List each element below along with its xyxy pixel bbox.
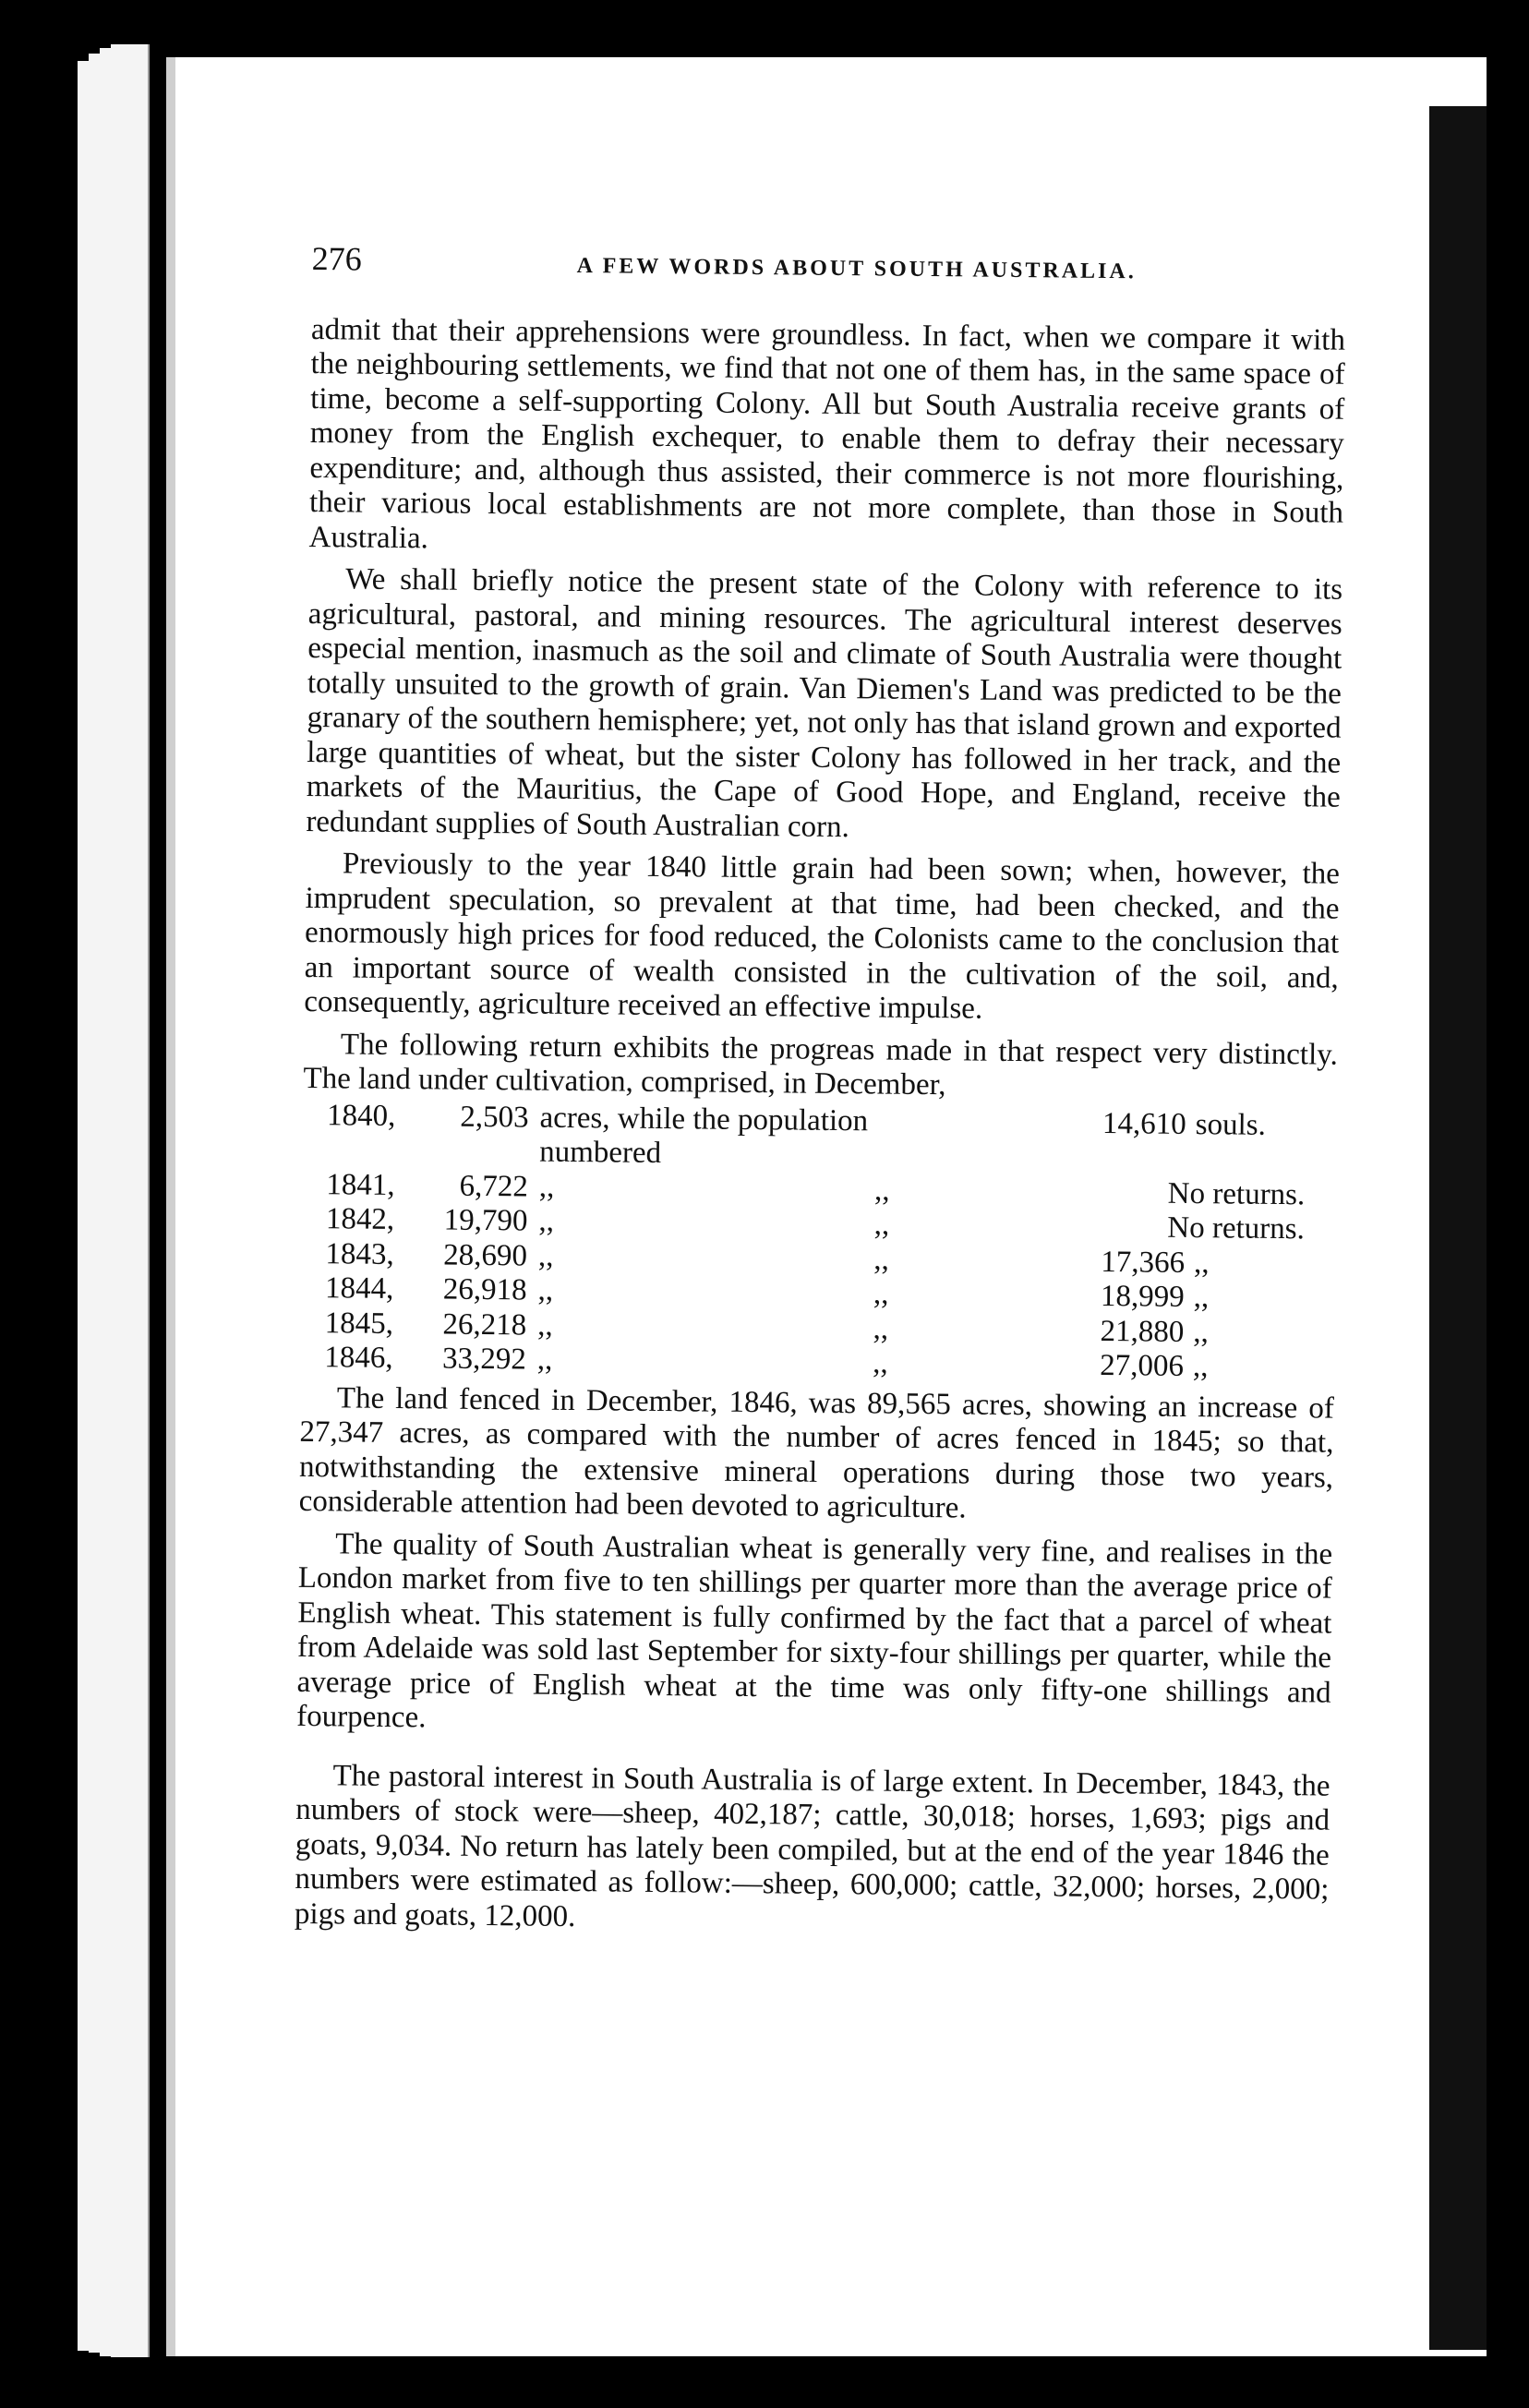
cultivation-returns-table — [324, 1099, 1306, 1386]
acres-cell: 33,292 — [441, 1342, 527, 1377]
acres-cell: 2,503 — [460, 1100, 529, 1135]
ditto-cell: ,, — [873, 1346, 888, 1380]
unit-cell: ,, — [1193, 1246, 1210, 1280]
unit-cell: souls. — [1195, 1107, 1267, 1142]
population-cell: 21,880 — [1100, 1314, 1185, 1349]
paragraph: admit that their apprehensions were groundless. In fact, when we compare it with the neighbouring settlements, we find that not one of them has, in the same space of time, become a self-supporting Colony. All but South Australia receive grants of money from the English exchequer, to enable them to defray their necessary expenditure; and, although thus assisted, their commerce is not more flourishing, their various local establishments are not more complete, than those in South Australia. — [308, 312, 1346, 555]
paragraph: Previously to the year 1840 little grain had been sown; when, however, the imprudent speculation, so prevalent at that time, had been checked, and the enormously high prices for food reduced, the Colonists came to the conclusion that an important source of wealth consisted in the cultivation of the soil, and, consequently, agriculture received an effective impulse. — [304, 847, 1341, 1026]
year-cell: 1845, — [324, 1306, 394, 1341]
page-content — [295, 242, 1346, 1943]
population-cell: 17,366 — [1101, 1245, 1186, 1280]
ditto-cell: ,, — [873, 1173, 890, 1208]
acres-cell: 26,918 — [442, 1272, 527, 1307]
ditto-cell: ,, — [538, 1204, 555, 1238]
year-cell: 1843, — [325, 1236, 394, 1271]
page-shadow — [1429, 106, 1487, 2350]
acres-cell: 28,690 — [443, 1238, 528, 1272]
population-cell: No returns. — [1167, 1176, 1306, 1211]
ditto-cell: ,, — [873, 1311, 889, 1346]
page-number: 276 — [311, 240, 363, 278]
acres-cell: 19,790 — [443, 1203, 528, 1238]
paragraph: The quality of South Australian wheat is generally very fine, and realises in the London market from five to ten shillings per quarter more than the average price of English wheat. This statement is fully confirmed by the fact that a parcel of wheat from Adelaide was sold last September for sixty-four shillings per quarter, while the average price of English wheat at the time was only fifty-one shillings and fourpence. — [296, 1526, 1333, 1735]
unit-cell: ,, — [1192, 1350, 1209, 1384]
year-cell: 1841, — [326, 1167, 395, 1202]
year-cell: 1840, — [326, 1098, 396, 1133]
population-cell: 18,999 — [1100, 1280, 1185, 1314]
ditto-cell: ,, — [873, 1242, 890, 1277]
year-cell: 1844, — [324, 1271, 394, 1306]
unit-cell: ,, — [1193, 1281, 1210, 1315]
acres-word-cell: acres, while the population numbered — [539, 1101, 869, 1171]
population-cell: 14,610 — [1102, 1106, 1186, 1141]
paragraph: The following return exhibits the progreas made in that respect very distinctly. The land under cultivation, comprised, in December, — [303, 1027, 1339, 1102]
page-edge — [111, 44, 150, 2357]
ditto-cell: ,, — [537, 1239, 554, 1273]
ditto-cell: ,, — [537, 1273, 554, 1307]
paragraph: The pastoral interest in South Australia is of large extent. In December, 1843, the numbers of stock were—sheep, 402,187; cattle, 30,018; horses, 1,693; pigs and goats, 9,034. No return has lately been compiled, but at the end of the year 1846 the numbers were estimated as follow:—sheep, 600,000; cattle, 32,000; horses, 2,000; pigs and goats, 12,000. — [294, 1758, 1330, 1933]
unit-cell: ,, — [1193, 1315, 1210, 1349]
acres-cell: 26,218 — [442, 1307, 527, 1342]
ditto-cell: ,, — [538, 1170, 555, 1204]
population-cell: 27,006 — [1100, 1349, 1185, 1383]
ditto-cell: ,, — [537, 1308, 553, 1342]
ditto-cell: ,, — [873, 1208, 890, 1242]
table-row — [327, 1099, 1306, 1178]
year-cell: 1842, — [325, 1202, 395, 1236]
population-cell: No returns. — [1167, 1210, 1306, 1246]
year-cell: 1846, — [324, 1341, 393, 1375]
paragraph: The land fenced in December, 1846, was 89,565 acres, showing an increase of 27,347 acres, as compared with the number of acres fenced in 1845; so that, notwithstanding the extensive mineral operations during those two years, considerable attention had been devoted to agriculture. — [298, 1380, 1335, 1525]
paragraph: We shall briefly notice the present state of the Colony with reference to its agricultural, pastoral, and mining resources. The agricultural interest deserves especial mention, inasmuch as the soil and climate of South Australia were thought totally unsuited to the growth of grain. Van Diemen's Land was predicted to be the granary of the southern hemisphere; yet, not only has that island grown and exported large quantities of wheat, but the sister Colony has followed in her track, and the markets of the Mauritius, the Cape of Good Hope, and England, receive the redundant supplies of South Australian corn. — [306, 562, 1343, 844]
running-title: A FEW WORDS ABOUT SOUTH AUSTRALIA. — [576, 254, 1137, 284]
acres-cell: 6,722 — [459, 1169, 529, 1204]
ditto-cell: ,, — [536, 1342, 553, 1377]
ditto-cell: ,, — [873, 1277, 889, 1311]
